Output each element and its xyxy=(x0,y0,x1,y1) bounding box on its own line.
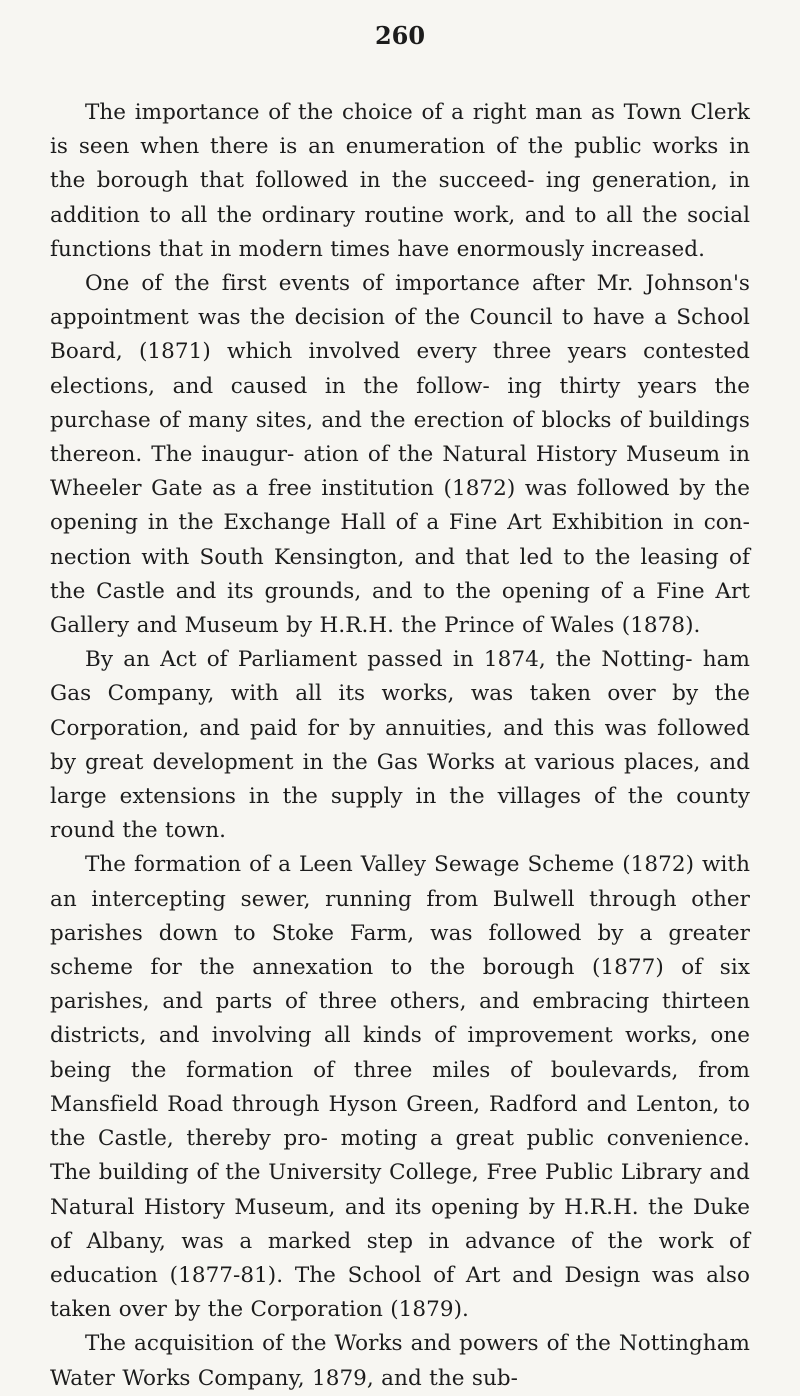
page-number: 260 xyxy=(374,21,426,50)
paragraph-school-board: One of the first events of importance after Mr. Johnson's appointment was the decision of the Council to have a School Board, (1871) which involved every three years contested elections, and caused in the follow- ing thirty years the purchase of many sites, and the erection of blocks of buildings thereon. The inaugur- ation of the Natural History Museum in Wheeler Gate as a free institution (1872) was followed by the opening in the Exchange Hall of a Fine Art Exhibition in con- nection with South Kensington, and that led to the leasing of the Castle and its grounds, and to the opening of a Fine Art Gallery and Museum by H.R.H. the Prince of Wales (1878). xyxy=(50,271,750,639)
paragraph-gas-company: By an Act of Parliament passed in 1874, the Notting- ham Gas Company, with all its works, was taken over by the Corporation, and paid for by annuities, and this was followed by great development in the Gas Works at various places, and large extensions in the supply in the villages of the county round the town. xyxy=(50,647,750,844)
paragraph-water-works: The acquisition of the Works and powers of the Nottingham Water Works Company, 1879, and the sub- xyxy=(50,1331,750,1391)
paragraph-town-clerk: The importance of the choice of a right man as Town Clerk is seen when there is an enumeration of the public works in the borough that followed in the succeed- ing generation, in addition to all the ordinary routine work, and to all the social functions that in modern times have enormously increased. xyxy=(50,100,750,262)
paragraph-sewage-scheme: The formation of a Leen Valley Sewage Scheme (1872) with an intercepting sewer, running from Bulwell through other parishes down to Stoke Farm, was followed by a greater scheme for the annexation to the borough (1877) of six parishes, and parts of three others, and embracing thirteen districts, and involving all kinds of improvement works, one being the formation of three miles of boulevards, from Mansfield Road through Hyson Green, Radford and Lenton, to the Castle, thereby pro- moting a great public convenience. The building of the University College, Free Public Library and Natural History Museum, and its opening by H.R.H. the Duke of Albany, was a marked step in advance of the work of education (1877-81). The School of Art and Design was also taken over by the Corporation (1879). xyxy=(50,852,750,1323)
